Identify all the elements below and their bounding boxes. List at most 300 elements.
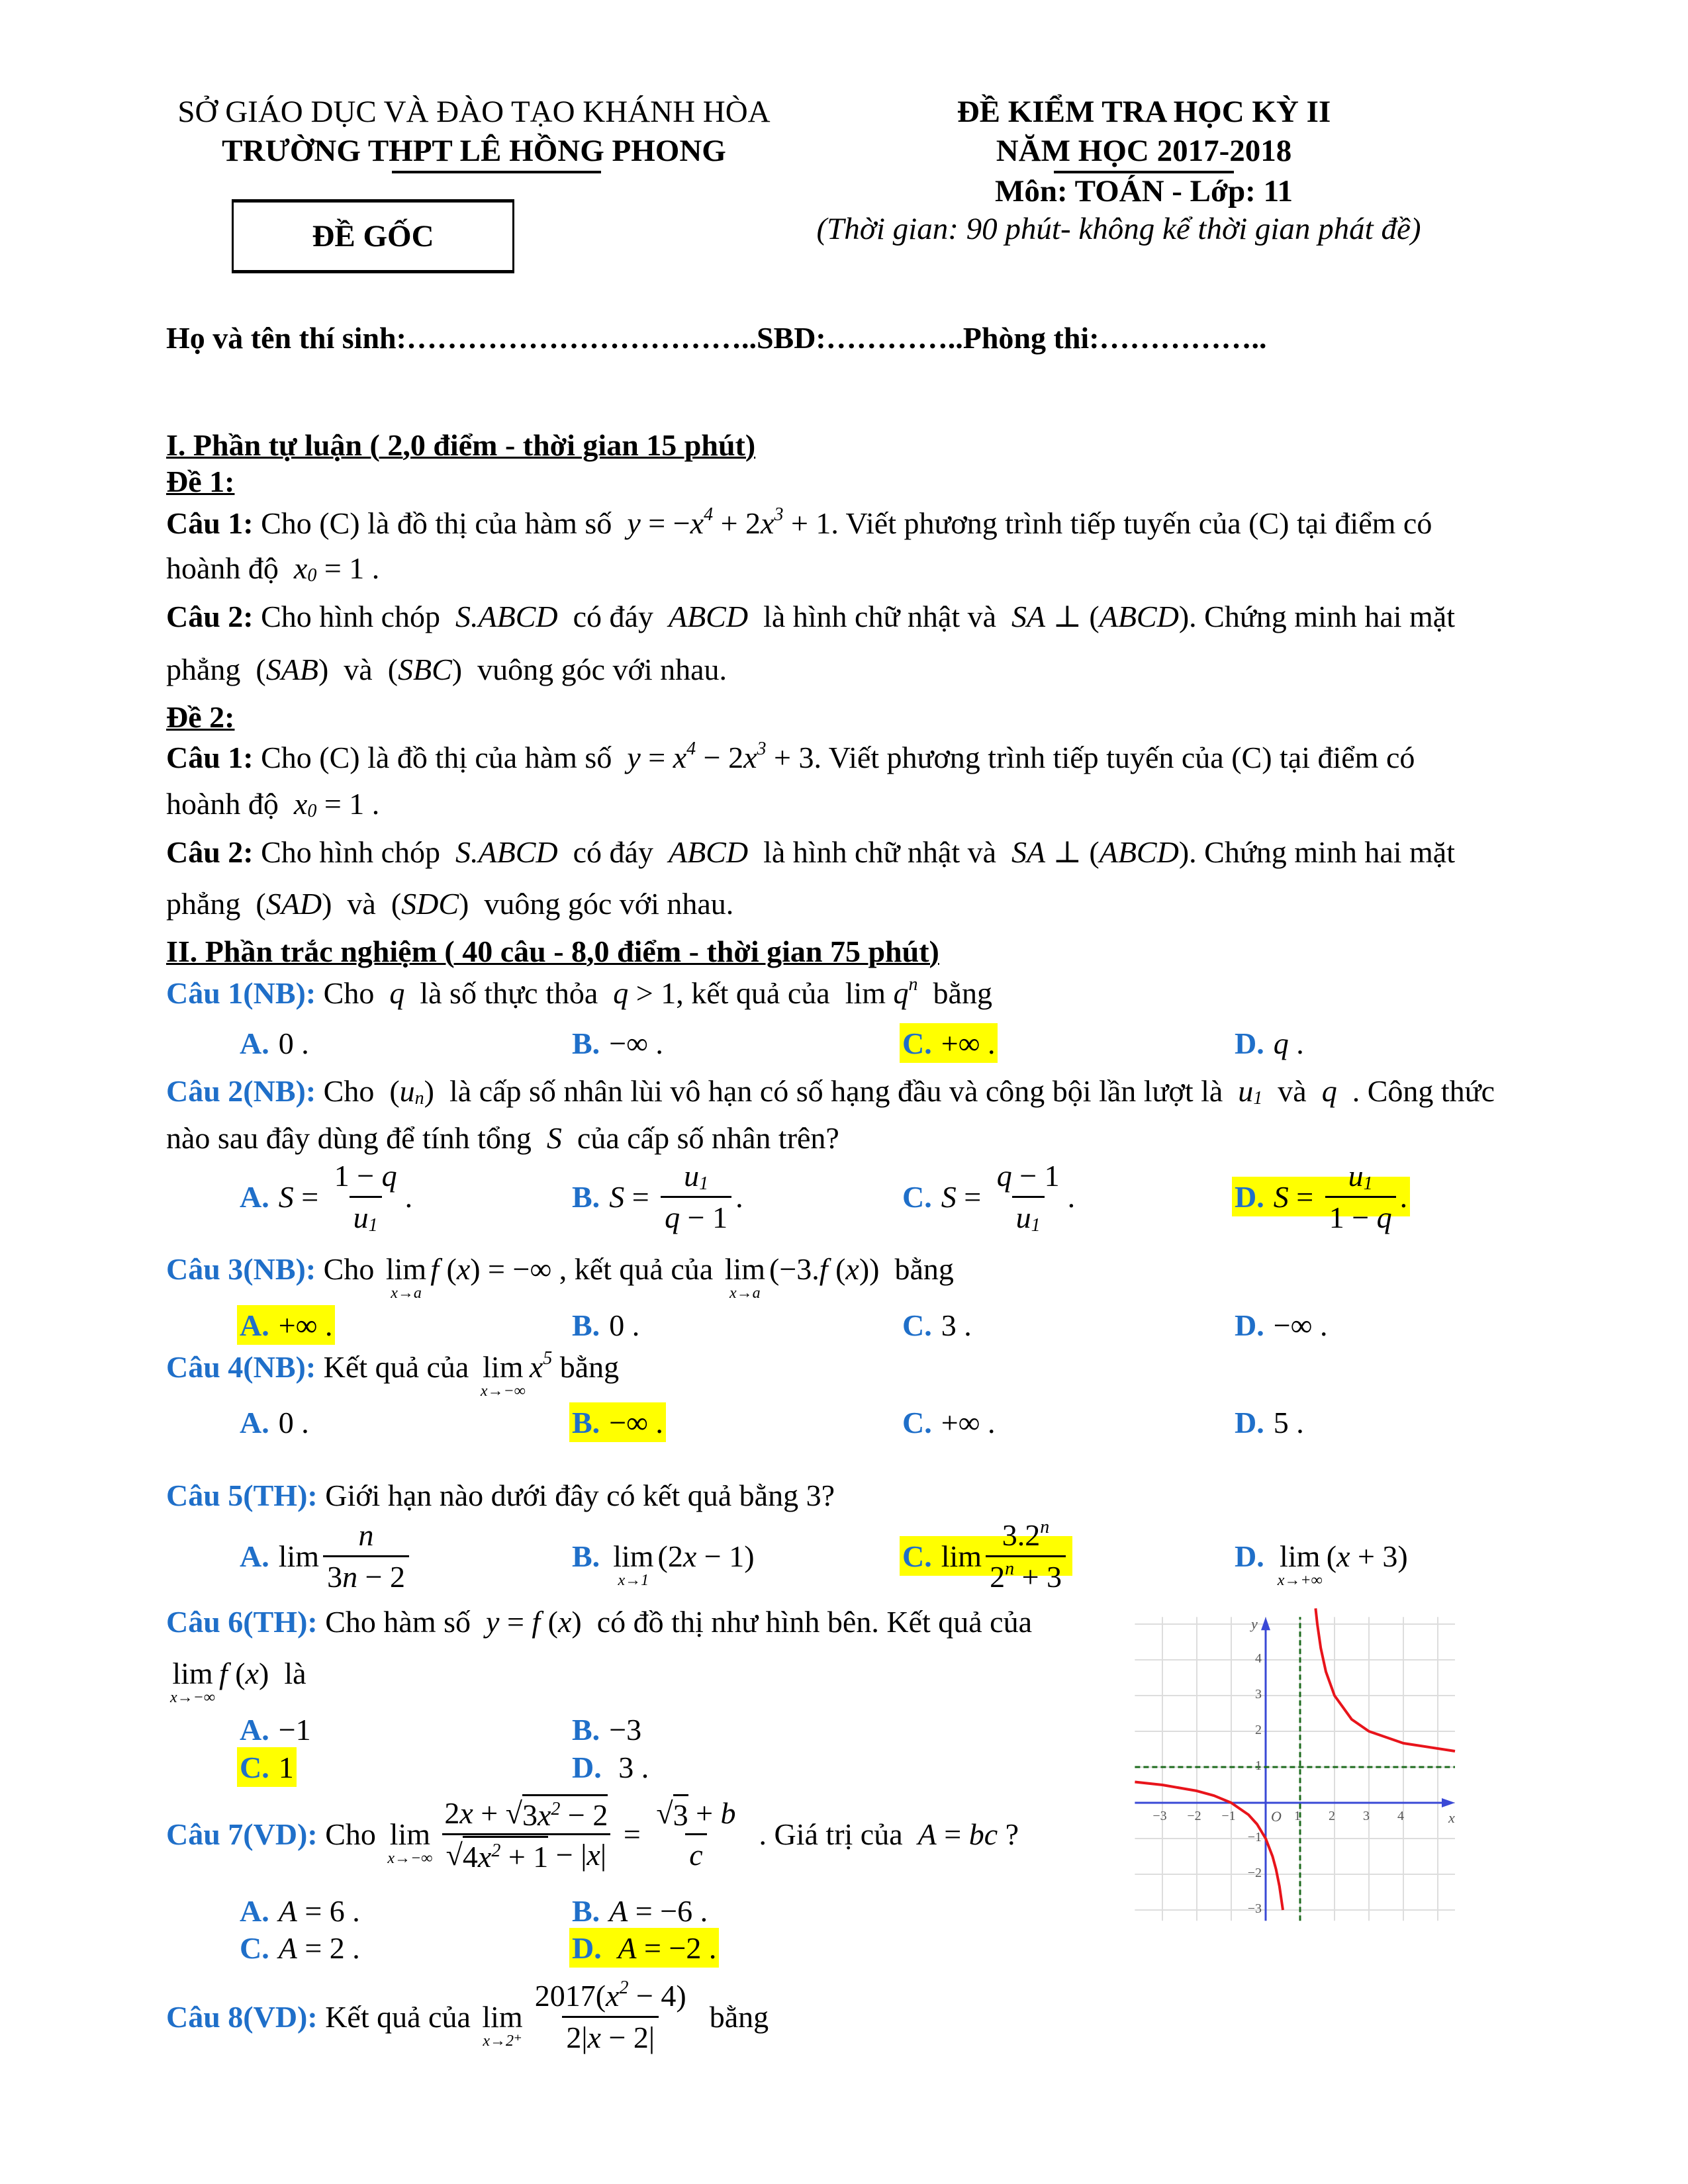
fraction [1325, 1156, 1396, 1238]
text-run: (2 [657, 1539, 683, 1573]
question-6-option-a [237, 1709, 314, 1749]
question-6-option-b [569, 1709, 644, 1749]
text-run: − 1 [680, 1201, 728, 1234]
superscript: n [908, 974, 918, 995]
math-symbol: x [293, 786, 308, 821]
math-symbol: x [456, 1251, 471, 1286]
text-run: (−3. [769, 1251, 820, 1286]
text-run: lim [278, 1539, 320, 1573]
math-symbol: u [684, 1159, 700, 1193]
text-run: Kết quả của [317, 1999, 479, 2034]
math-symbol: x [682, 1539, 697, 1573]
text-run: của cấp số nhân trên? [561, 1120, 839, 1155]
text-run: ⊥ ( [1045, 835, 1100, 869]
math-symbol: x [245, 1656, 259, 1690]
question-6-line [166, 1602, 1032, 1641]
text-run: ). Chứng minh hai mặt [1178, 599, 1455, 633]
exam-title: ĐỀ KIỂM TRA HỌC KỲ II [957, 95, 1331, 129]
math-symbol: c [689, 1838, 703, 1872]
radicand [673, 1794, 688, 1833]
math-symbol: y [486, 1604, 500, 1639]
x-tick-label: 1 [1294, 1809, 1301, 1823]
text-run: ) vuông góc với nhau. [459, 886, 734, 921]
text-run: . [735, 1179, 743, 1214]
math-symbol: S.ABCD [455, 835, 558, 869]
option-letter: A. [240, 1179, 269, 1214]
text-run: 2| [566, 2021, 588, 2054]
y-tick-label: 1 [1255, 1758, 1262, 1773]
text-run: hoành độ [166, 786, 294, 821]
question-2-line [166, 1071, 1495, 1111]
option-letter: C. [902, 1539, 932, 1573]
text-run: −1 [278, 1712, 311, 1747]
text-run: là hình chữ nhật và [748, 599, 1012, 633]
math-symbol: S [941, 1179, 957, 1214]
numerator [993, 1156, 1064, 1196]
text-run: 3 . [610, 1750, 649, 1784]
text-run: nào sau đây dùng để tính tổng [166, 1120, 547, 1155]
math-symbol: x [529, 1349, 543, 1384]
subscript: 0 [307, 565, 317, 586]
text-run: Câu 2: [166, 599, 254, 633]
math-symbol: x [743, 740, 757, 774]
math-symbol: ABCD [668, 599, 749, 633]
de1-question1-line2 [166, 548, 379, 588]
text-run: Cho (C) là đồ thị của hàm số [253, 740, 628, 774]
de1-title: Đề 1: [166, 464, 235, 498]
math-symbol: x [293, 551, 308, 585]
numerator [652, 1794, 739, 1833]
x-tick-label: −3 [1152, 1809, 1167, 1823]
fraction [993, 1156, 1064, 1238]
limit-word: lim [613, 1539, 654, 1573]
text-run: + 3) [1350, 1539, 1408, 1573]
limit [1278, 1541, 1323, 1589]
text-run: 4 [462, 1839, 478, 1874]
text-run: = 1 . [316, 551, 380, 585]
fraction [531, 1976, 690, 2058]
subscript: n [414, 1088, 424, 1109]
math-symbol: n [358, 1518, 374, 1552]
text-run: ) = −∞ , kết quả của [470, 1251, 721, 1286]
text-run: − 2| [600, 2021, 655, 2054]
math-symbol: x [673, 740, 687, 774]
text-run: ( [827, 1251, 846, 1286]
option-letter: D. [1235, 1539, 1264, 1573]
math-symbol: x [558, 1604, 572, 1639]
text-run: + 3 [1014, 1560, 1062, 1594]
math-symbol: x [537, 1797, 551, 1832]
school-year: NĂM HỌC 2017-2018 [996, 134, 1292, 168]
text-run: − 4) [628, 1979, 686, 2013]
question-label: Câu 4(NB): [166, 1349, 316, 1384]
text-run: +∞ . [278, 1308, 333, 1342]
text-run: −∞ . [609, 1405, 663, 1439]
text-run: Câu 1: [166, 740, 254, 774]
text-run: = 1 . [316, 786, 380, 821]
text-run: − | [548, 1838, 587, 1872]
subscript: 1 [368, 1214, 378, 1236]
text-run: ) vuông góc với nhau. [451, 652, 727, 686]
question-3-line [166, 1249, 954, 1302]
y-tick-label: −1 [1247, 1830, 1262, 1844]
math-symbol: f [819, 1251, 828, 1286]
math-symbol: S [278, 1179, 294, 1214]
math-symbol: ABCD [1099, 599, 1179, 633]
y-tick-label: −3 [1247, 1901, 1262, 1916]
question-7-option-c [237, 1928, 363, 1968]
de1-question1-line1 [166, 503, 1432, 543]
text-run: = [936, 1817, 969, 1851]
limit-word: lim [483, 1350, 524, 1384]
math-symbol: x [477, 1839, 492, 1874]
math-symbol: u [1348, 1159, 1364, 1193]
y-tick-label: 3 [1255, 1687, 1262, 1702]
denominator [661, 1196, 731, 1238]
text-run: −∞ . [1273, 1308, 1328, 1342]
text-run: hoành độ [166, 551, 294, 585]
question-2-option-c [900, 1159, 1078, 1236]
option-letter: D. [1235, 1308, 1264, 1342]
math-symbol: y [627, 740, 641, 774]
denominator [442, 1833, 610, 1875]
math-symbol: S [609, 1179, 625, 1214]
limit-word: lim [172, 1657, 213, 1690]
text-run: = 2 . [297, 1931, 360, 1965]
question-label: Câu 3(NB): [166, 1251, 316, 1286]
question-label: Câu 7(VD): [166, 1817, 318, 1851]
text-run: | [600, 1838, 607, 1872]
subject-grade: Môn: TOÁN - Lớp: 11 [995, 174, 1293, 208]
exam-duration: (Thời gian: 90 phút- không kể thời gian phát đề) [816, 212, 1421, 246]
math-symbol: q [1321, 1073, 1337, 1108]
y-tick-label: −2 [1247, 1866, 1262, 1880]
math-symbol: x [761, 506, 774, 540]
text-run: ( [227, 1656, 246, 1690]
de2-question1-line2 [166, 784, 379, 823]
y-axis-label: y [1251, 1615, 1258, 1633]
x-tick-label: 3 [1363, 1809, 1370, 1823]
math-symbol: n [342, 1560, 358, 1594]
question-3-option-c [900, 1305, 974, 1345]
curve-branch-right [1315, 1608, 1455, 1751]
text-run: là số thực thỏa [404, 976, 614, 1010]
math-symbol: q [893, 976, 909, 1010]
square-root [506, 1794, 608, 1833]
text-run: có đáy [557, 599, 669, 633]
text-run: 1 [278, 1750, 294, 1784]
text-run: . [404, 1179, 413, 1214]
text-run: +∞ . [941, 1405, 996, 1439]
text-run: − 2 [696, 740, 744, 774]
math-symbol: SBC [398, 652, 452, 686]
limit-word: lim [724, 1252, 766, 1286]
denominator [986, 1555, 1066, 1597]
text-run: = −2 . [636, 1931, 717, 1965]
option-letter: B. [572, 1712, 600, 1747]
limit-word: lim [385, 1252, 427, 1286]
question-7-option-d [569, 1928, 719, 1968]
question-1-option-c [900, 1023, 998, 1063]
de1-question2-line1 [166, 596, 1455, 636]
math-symbol: A [278, 1931, 297, 1965]
numerator [531, 1976, 690, 2016]
text-run: Câu 2: [166, 835, 254, 869]
math-symbol: x [606, 1979, 620, 2013]
option-letter: B. [572, 1893, 600, 1928]
math-symbol: x [845, 1251, 859, 1286]
option-letter: C. [240, 1931, 269, 1965]
text-run: + 2 [713, 506, 761, 540]
text-run: > 1, kết quả của lim [628, 976, 894, 1010]
text-run: 3 [522, 1797, 538, 1832]
question-5-option-a [237, 1518, 416, 1594]
math-symbol: S.ABCD [455, 599, 558, 633]
text-run: + [473, 1796, 506, 1830]
text-run: ) là [259, 1656, 306, 1690]
limit-approach: x→a [729, 1285, 761, 1302]
text-run: . Giá trị của [743, 1817, 918, 1851]
text-run: phẳng ( [166, 652, 266, 686]
question-label: Câu 5(TH): [166, 1478, 318, 1512]
text-run: Cho (C) là đồ thị của hàm số [253, 506, 628, 540]
text-run: 0 . [278, 1405, 309, 1439]
math-symbol: x [586, 1838, 600, 1872]
question-label: Câu 8(VD): [166, 1999, 318, 2034]
option-letter: C. [240, 1750, 269, 1784]
school-name: TRƯỜNG THPT LÊ HỒNG PHONG [222, 134, 726, 168]
option-letter: C. [902, 1026, 932, 1060]
question-7-line [166, 1796, 1019, 1874]
x-tick-label: 4 [1397, 1809, 1404, 1823]
square-root [446, 1836, 549, 1874]
option-letter: B. [572, 1026, 600, 1060]
option-letter: A. [240, 1893, 269, 1928]
math-symbol: ABCD [1099, 835, 1179, 869]
superscript: n [1005, 1558, 1015, 1579]
limit [481, 1352, 526, 1400]
math-symbol: u [353, 1201, 369, 1234]
radical-sign: √ [445, 1838, 463, 1872]
de1-question2-line2 [166, 649, 727, 689]
limit [170, 1659, 215, 1706]
denominator [562, 2016, 659, 2058]
text-run: ). Chứng minh hai mặt [1178, 835, 1455, 869]
text-run: − 1) [696, 1539, 755, 1573]
option-letter: A. [240, 1712, 269, 1747]
text-run: + 1. Viết phương trình tiếp tuyến của (C) tại điểm có [783, 506, 1432, 540]
text-run: ) và ( [322, 886, 402, 921]
text-run: và [1262, 1073, 1322, 1108]
text-run: ( [1326, 1539, 1337, 1573]
math-symbol: S [546, 1120, 562, 1155]
limit-approach: x→2⁺ [483, 2032, 522, 2050]
denominator [685, 1833, 706, 1875]
option-letter: D. [1235, 1405, 1264, 1439]
text-run: Cho hình chóp [253, 599, 456, 633]
question-3-option-a [237, 1305, 335, 1345]
department-name: SỞ GIÁO DỤC VÀ ĐÀO TẠO KHÁNH HÒA [177, 95, 771, 129]
question-2-option-d [1232, 1159, 1410, 1234]
option-letter: C. [902, 1179, 932, 1214]
text-run: +∞ . [941, 1026, 996, 1060]
y-tick-label: 4 [1255, 1651, 1262, 1666]
fraction [440, 1794, 612, 1875]
limit-approach: x→a [391, 1285, 422, 1302]
math-symbol: y [627, 506, 641, 540]
function-graph [1132, 1608, 1463, 1926]
math-symbol: A [917, 1817, 937, 1851]
math-symbol: u [1238, 1073, 1254, 1108]
math-symbol: SDC [401, 886, 459, 921]
text-run: 3.2 [1002, 1518, 1041, 1552]
math-symbol: S [1273, 1179, 1289, 1214]
fraction [652, 1794, 739, 1875]
curve-branch-left [1135, 1782, 1283, 1910]
denominator [1325, 1196, 1396, 1238]
de2-question1-line1 [166, 737, 1415, 777]
denominator [350, 1196, 382, 1238]
subscript: 0 [307, 801, 317, 821]
option-letter: A. [240, 1405, 269, 1439]
question-4-option-c [900, 1402, 998, 1442]
math-symbol: q [613, 976, 629, 1010]
text-run: lim [941, 1539, 982, 1573]
question-1-option-d [1232, 1023, 1307, 1063]
option-letter: A. [240, 1539, 269, 1573]
text-run: = [1288, 1179, 1321, 1214]
option-letter: B. [572, 1539, 600, 1573]
question-4-option-b [569, 1402, 666, 1442]
fraction [661, 1156, 731, 1238]
question-5-option-b [569, 1536, 757, 1589]
question-label: Câu 1(NB): [166, 976, 316, 1010]
math-symbol: u [1015, 1201, 1031, 1234]
superscript: 4 [704, 504, 714, 525]
limit-approach: x→−∞ [170, 1689, 215, 1706]
exam-code-box [232, 199, 514, 273]
subscript: 1 [1031, 1214, 1041, 1236]
math-symbol: SAD [265, 886, 322, 921]
option-letter: C. [902, 1308, 932, 1342]
text-run: = −6 . [628, 1893, 708, 1928]
question-2-option-b [569, 1159, 746, 1234]
text-run: ( [438, 1251, 457, 1286]
math-symbol: SA [1011, 599, 1046, 633]
text-run: bằng [552, 1349, 620, 1384]
text-run: Cho [317, 1817, 384, 1851]
math-symbol: x [690, 506, 704, 540]
math-symbol: f [218, 1656, 228, 1690]
text-run: 1 − [1329, 1201, 1377, 1234]
denominator [1012, 1196, 1045, 1238]
text-run: 3 [327, 1560, 343, 1594]
text-run: Cho [316, 976, 390, 1010]
text-run: = − [640, 506, 690, 540]
question-2-line [166, 1118, 839, 1158]
option-letter: A. [240, 1026, 269, 1060]
text-run: 0 . [278, 1026, 309, 1060]
y-tick-label: 2 [1255, 1723, 1262, 1737]
math-symbol: f [430, 1251, 439, 1286]
option-letter: A. [240, 1308, 269, 1342]
question-1-line [166, 973, 992, 1013]
subscript: 1 [1363, 1173, 1373, 1194]
radical-sign: √ [505, 1796, 522, 1830]
question-1-option-a [237, 1023, 312, 1063]
math-symbol: u [399, 1073, 415, 1108]
de2-question2-line1 [166, 832, 1455, 872]
math-symbol: f [532, 1604, 541, 1639]
text-run: −3 [609, 1712, 642, 1747]
denominator [323, 1555, 409, 1597]
question-4-option-a [237, 1402, 312, 1442]
limit [482, 2002, 522, 2050]
math-symbol: q [389, 976, 405, 1010]
question-7-option-b [569, 1891, 710, 1931]
origin-label: O [1271, 1808, 1282, 1825]
numerator [998, 1516, 1054, 1555]
question-8-line [166, 1977, 769, 2054]
text-run: ) có đồ thị như hình bên. Kết quả của [571, 1604, 1033, 1639]
math-symbol: A [609, 1893, 628, 1928]
superscript: 5 [543, 1348, 553, 1369]
math-symbol: b [720, 1796, 736, 1830]
text-run: Cho [316, 1251, 382, 1286]
radical-sign: √ [656, 1796, 673, 1830]
limit-approach: x→−∞ [480, 1383, 526, 1400]
text-run: là hình chữ nhật và [748, 835, 1012, 869]
subscript: 1 [699, 1173, 709, 1194]
radicand [463, 1836, 548, 1874]
question-label: Câu 2(NB): [166, 1073, 316, 1108]
text-run: . [1067, 1179, 1076, 1214]
x-tick-label: −2 [1187, 1809, 1201, 1823]
limit-word: lim [482, 2000, 523, 2034]
math-symbol: x [587, 2021, 601, 2054]
math-symbol: x [1336, 1539, 1350, 1573]
text-run: ( [540, 1604, 558, 1639]
text-run: bằng [917, 976, 992, 1010]
text-run: 3 . [941, 1308, 972, 1342]
text-run: ) là cấp số nhân lùi vô hạn có số hạng đầu và công bội lần lượt là [424, 1073, 1239, 1108]
fraction [330, 1156, 401, 1238]
math-symbol: ABCD [668, 835, 749, 869]
limit-approach: x→1 [618, 1572, 649, 1589]
part1-title: I. Phần tự luận ( 2,0 điểm - thời gian 15 phút) [166, 428, 756, 462]
text-run: + [688, 1796, 721, 1830]
text-run: Cho ( [316, 1073, 400, 1108]
math-symbol: q [996, 1159, 1012, 1193]
limit [725, 1254, 765, 1302]
question-6-line [166, 1653, 306, 1706]
text-run: 2 [990, 1560, 1006, 1594]
x-tick-label: −1 [1221, 1809, 1236, 1823]
text-run: −∞ . [609, 1026, 663, 1060]
text-run: − 2 [560, 1797, 608, 1832]
text-run: có đáy [557, 835, 669, 869]
text-run: Kết quả của [316, 1349, 477, 1384]
text-run: 2 [444, 1796, 460, 1830]
text-run: = [624, 1179, 657, 1214]
math-symbol: q [381, 1159, 397, 1193]
exam-code-label: ĐỀ GỐC [312, 219, 434, 253]
option-letter: D. [572, 1750, 602, 1784]
text-run: − 2 [357, 1560, 406, 1594]
superscript: n [1040, 1516, 1050, 1537]
option-letter: D. [1235, 1179, 1264, 1214]
option-letter: D. [572, 1931, 602, 1965]
